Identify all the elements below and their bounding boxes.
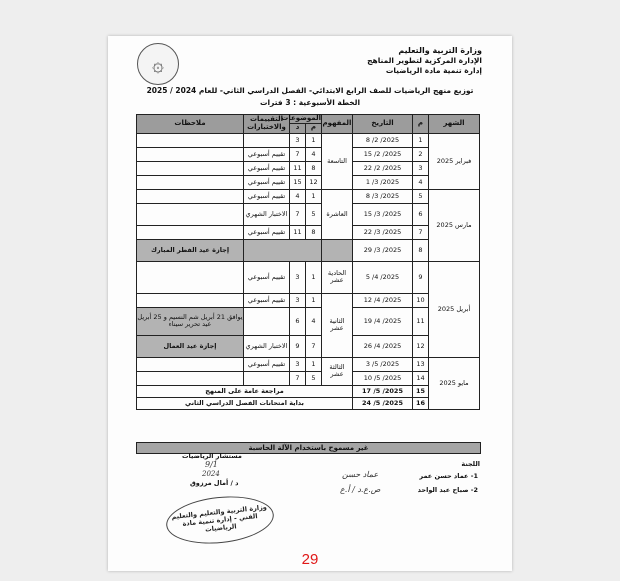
row-date: 2025/ 2/ 15	[353, 147, 413, 161]
row-num: 8	[413, 239, 429, 261]
header-unit: المفهوم	[322, 115, 353, 134]
row-topic-to: 6	[290, 307, 306, 335]
ministry-seal-icon: ۞	[137, 43, 179, 85]
row-note	[137, 293, 244, 307]
header-topics-from: م	[306, 123, 322, 133]
row-assessment	[244, 133, 290, 147]
committee-label: اللجنة	[461, 460, 480, 468]
row-topic-from: 5	[306, 371, 322, 385]
schedule-table	[136, 114, 480, 410]
exams-banner: بداية امتحانات الفصل الدراسي الثاني	[137, 397, 353, 409]
row-topic-to: 3	[290, 133, 306, 147]
review-banner: مراجعة عامة على المنهج	[137, 385, 353, 397]
row-topic-from: 4	[306, 147, 322, 161]
signature-2: ص.ع.د / أ.ع	[340, 485, 381, 494]
row-topic-from: 1	[306, 357, 322, 371]
row-note	[137, 203, 244, 225]
document-subtitle: الخطة الأسبوعية : 3 فترات	[259, 98, 361, 107]
month-cell: أبريل 2025	[429, 261, 480, 357]
row-assessment: تقييم أسبوعي	[244, 293, 290, 307]
stamp-text: وزارة التربية والتعليم والتعليم الفني - إدارة تنمية مادة الرياضيات	[171, 503, 268, 534]
month-cell: مارس 2025	[429, 189, 480, 261]
page-number: 29	[301, 551, 319, 568]
row-topic-to: 11	[290, 161, 306, 175]
row-note-holiday: إجازة عيد العمال	[137, 335, 244, 357]
advisor-title: مستشار الرياضيات	[182, 452, 242, 460]
row-num: 7	[413, 225, 429, 239]
row-topic-from: 12	[306, 175, 322, 189]
row-date: 2025/ 4/ 5	[353, 261, 413, 293]
header-month: الشهر	[429, 115, 480, 134]
row-num: 2	[413, 147, 429, 161]
row-topic-to: 7	[290, 147, 306, 161]
row-note-holiday: إجازة عيد الفطر المبارك	[137, 239, 244, 261]
unit-cell: الحادية عشر	[322, 261, 353, 293]
row-note-holiday: يوافق 21 أبريل شم النسيم و 25 أبريل عيد تحرير سيناء	[137, 307, 244, 335]
row-num: 12	[413, 335, 429, 357]
committee-member-1: 1- عماد حسن عمر	[419, 472, 478, 480]
month-cell: فبراير 2025	[429, 133, 480, 189]
row-date: 2025/ 3/ 29	[353, 239, 413, 261]
row-num: 6	[413, 203, 429, 225]
row-topic-to: 3	[290, 293, 306, 307]
row-assessment	[244, 307, 290, 335]
row-num: 4	[413, 175, 429, 189]
row-topic-to: 4	[290, 189, 306, 203]
header-notes: ملاحظات	[137, 115, 244, 134]
row-assessment: تقييم أسبوعي	[244, 225, 290, 239]
row-assessment	[244, 371, 290, 385]
row-date: 2025/ 4/ 19	[353, 307, 413, 335]
row-date: 2025/ 5/ 17	[353, 385, 413, 397]
row-assessment: تقييم أسبوعي	[244, 261, 290, 293]
header-assessment: التقييمات والاختبارات	[244, 115, 290, 134]
row-topic-to: 15	[290, 175, 306, 189]
row-note	[137, 147, 244, 161]
header-num: م	[413, 115, 429, 134]
row-assessment: تقييم أسبوعي	[244, 147, 290, 161]
row-note	[137, 161, 244, 175]
row-date: 2025/ 4/ 12	[353, 293, 413, 307]
row-note	[137, 225, 244, 239]
holiday-blank-unit	[322, 239, 353, 261]
header-topics-to: د	[290, 123, 306, 133]
row-topic-from: 4	[306, 307, 322, 335]
row-num: 10	[413, 293, 429, 307]
row-topic-to: 3	[290, 261, 306, 293]
row-topic-from: 1	[306, 261, 322, 293]
row-note	[137, 175, 244, 189]
row-assessment: تقييم أسبوعي	[244, 161, 290, 175]
row-topic-from: 7	[306, 335, 322, 357]
row-topic-from: 1	[306, 189, 322, 203]
row-topic-to: 11	[290, 225, 306, 239]
advisor-name: د / أمال مرزوق	[190, 479, 239, 487]
month-cell: مايو 2025	[429, 357, 480, 409]
row-topic-from: 8	[306, 225, 322, 239]
row-num: 5	[413, 189, 429, 203]
row-date: 2025/ 5/ 10	[353, 371, 413, 385]
row-note	[137, 189, 244, 203]
row-num: 13	[413, 357, 429, 371]
row-topic-from: 1	[306, 133, 322, 147]
row-assessment: تقييم أسبوعي	[244, 175, 290, 189]
row-num: 14	[413, 371, 429, 385]
ministry-name: وزارة التربية والتعليم	[398, 46, 482, 55]
unit-cell: الثالثة عشر	[322, 357, 353, 385]
department-name: إدارة تنمية مادة الرياضيات	[385, 66, 482, 75]
row-num: 9	[413, 261, 429, 293]
row-num: 11	[413, 307, 429, 335]
header-date: التاريخ	[353, 115, 413, 134]
row-num: 15	[413, 385, 429, 397]
document-title: توزيع منهج الرياضيات للصف الرابع الابتدائي- الفصل الدراسي الثاني- للعام 2024 / 2025	[146, 86, 474, 95]
header-topics: الموضوعات	[281, 114, 321, 122]
row-date: 2025/ 5/ 24	[353, 397, 413, 409]
advisor-date: 9/1	[205, 460, 218, 469]
row-num: 3	[413, 161, 429, 175]
row-topic-from: 8	[306, 161, 322, 175]
row-note	[137, 261, 244, 293]
row-assessment: تقييم أسبوعي	[244, 189, 290, 203]
center-name: الإدارة المركزية لتطوير المناهج	[367, 56, 482, 65]
row-assessment: الاختبار الشهري	[244, 335, 290, 357]
row-note	[137, 133, 244, 147]
unit-cell: الثانية عشر	[322, 293, 353, 357]
row-note	[137, 357, 244, 371]
row-num: 16	[413, 397, 429, 409]
unit-cell: التاسعة	[322, 133, 353, 189]
row-num: 1	[413, 133, 429, 147]
advisor-year: 2024	[202, 470, 220, 478]
signature-1: عماد حسن	[342, 470, 379, 479]
row-assessment: تقييم أسبوعي	[244, 357, 290, 371]
unit-cell: العاشرة	[322, 189, 353, 239]
committee-member-2: 2- صباح عبد الواحد	[417, 486, 478, 494]
row-date: 2025/ 2/ 22	[353, 161, 413, 175]
row-topic-from: 5	[306, 203, 322, 225]
row-date: 2025/ 3/ 1	[353, 175, 413, 189]
row-date: 2025/ 5/ 3	[353, 357, 413, 371]
row-date: 2025/ 2/ 8	[353, 133, 413, 147]
row-date: 2025/ 3/ 15	[353, 203, 413, 225]
holiday-blank	[244, 239, 322, 261]
calculator-notice: غير مسموح باستخدام الآلة الحاسبة	[136, 442, 481, 454]
row-assessment: الاختبار الشهري	[244, 203, 290, 225]
row-topic-to: 7	[290, 371, 306, 385]
row-topic-from: 1	[306, 293, 322, 307]
row-date: 2025/ 4/ 26	[353, 335, 413, 357]
row-date: 2025/ 3/ 22	[353, 225, 413, 239]
row-topic-to: 9	[290, 335, 306, 357]
row-date: 2025/ 3/ 8	[353, 189, 413, 203]
row-topic-to: 3	[290, 357, 306, 371]
row-topic-to: 7	[290, 203, 306, 225]
row-note	[137, 371, 244, 385]
